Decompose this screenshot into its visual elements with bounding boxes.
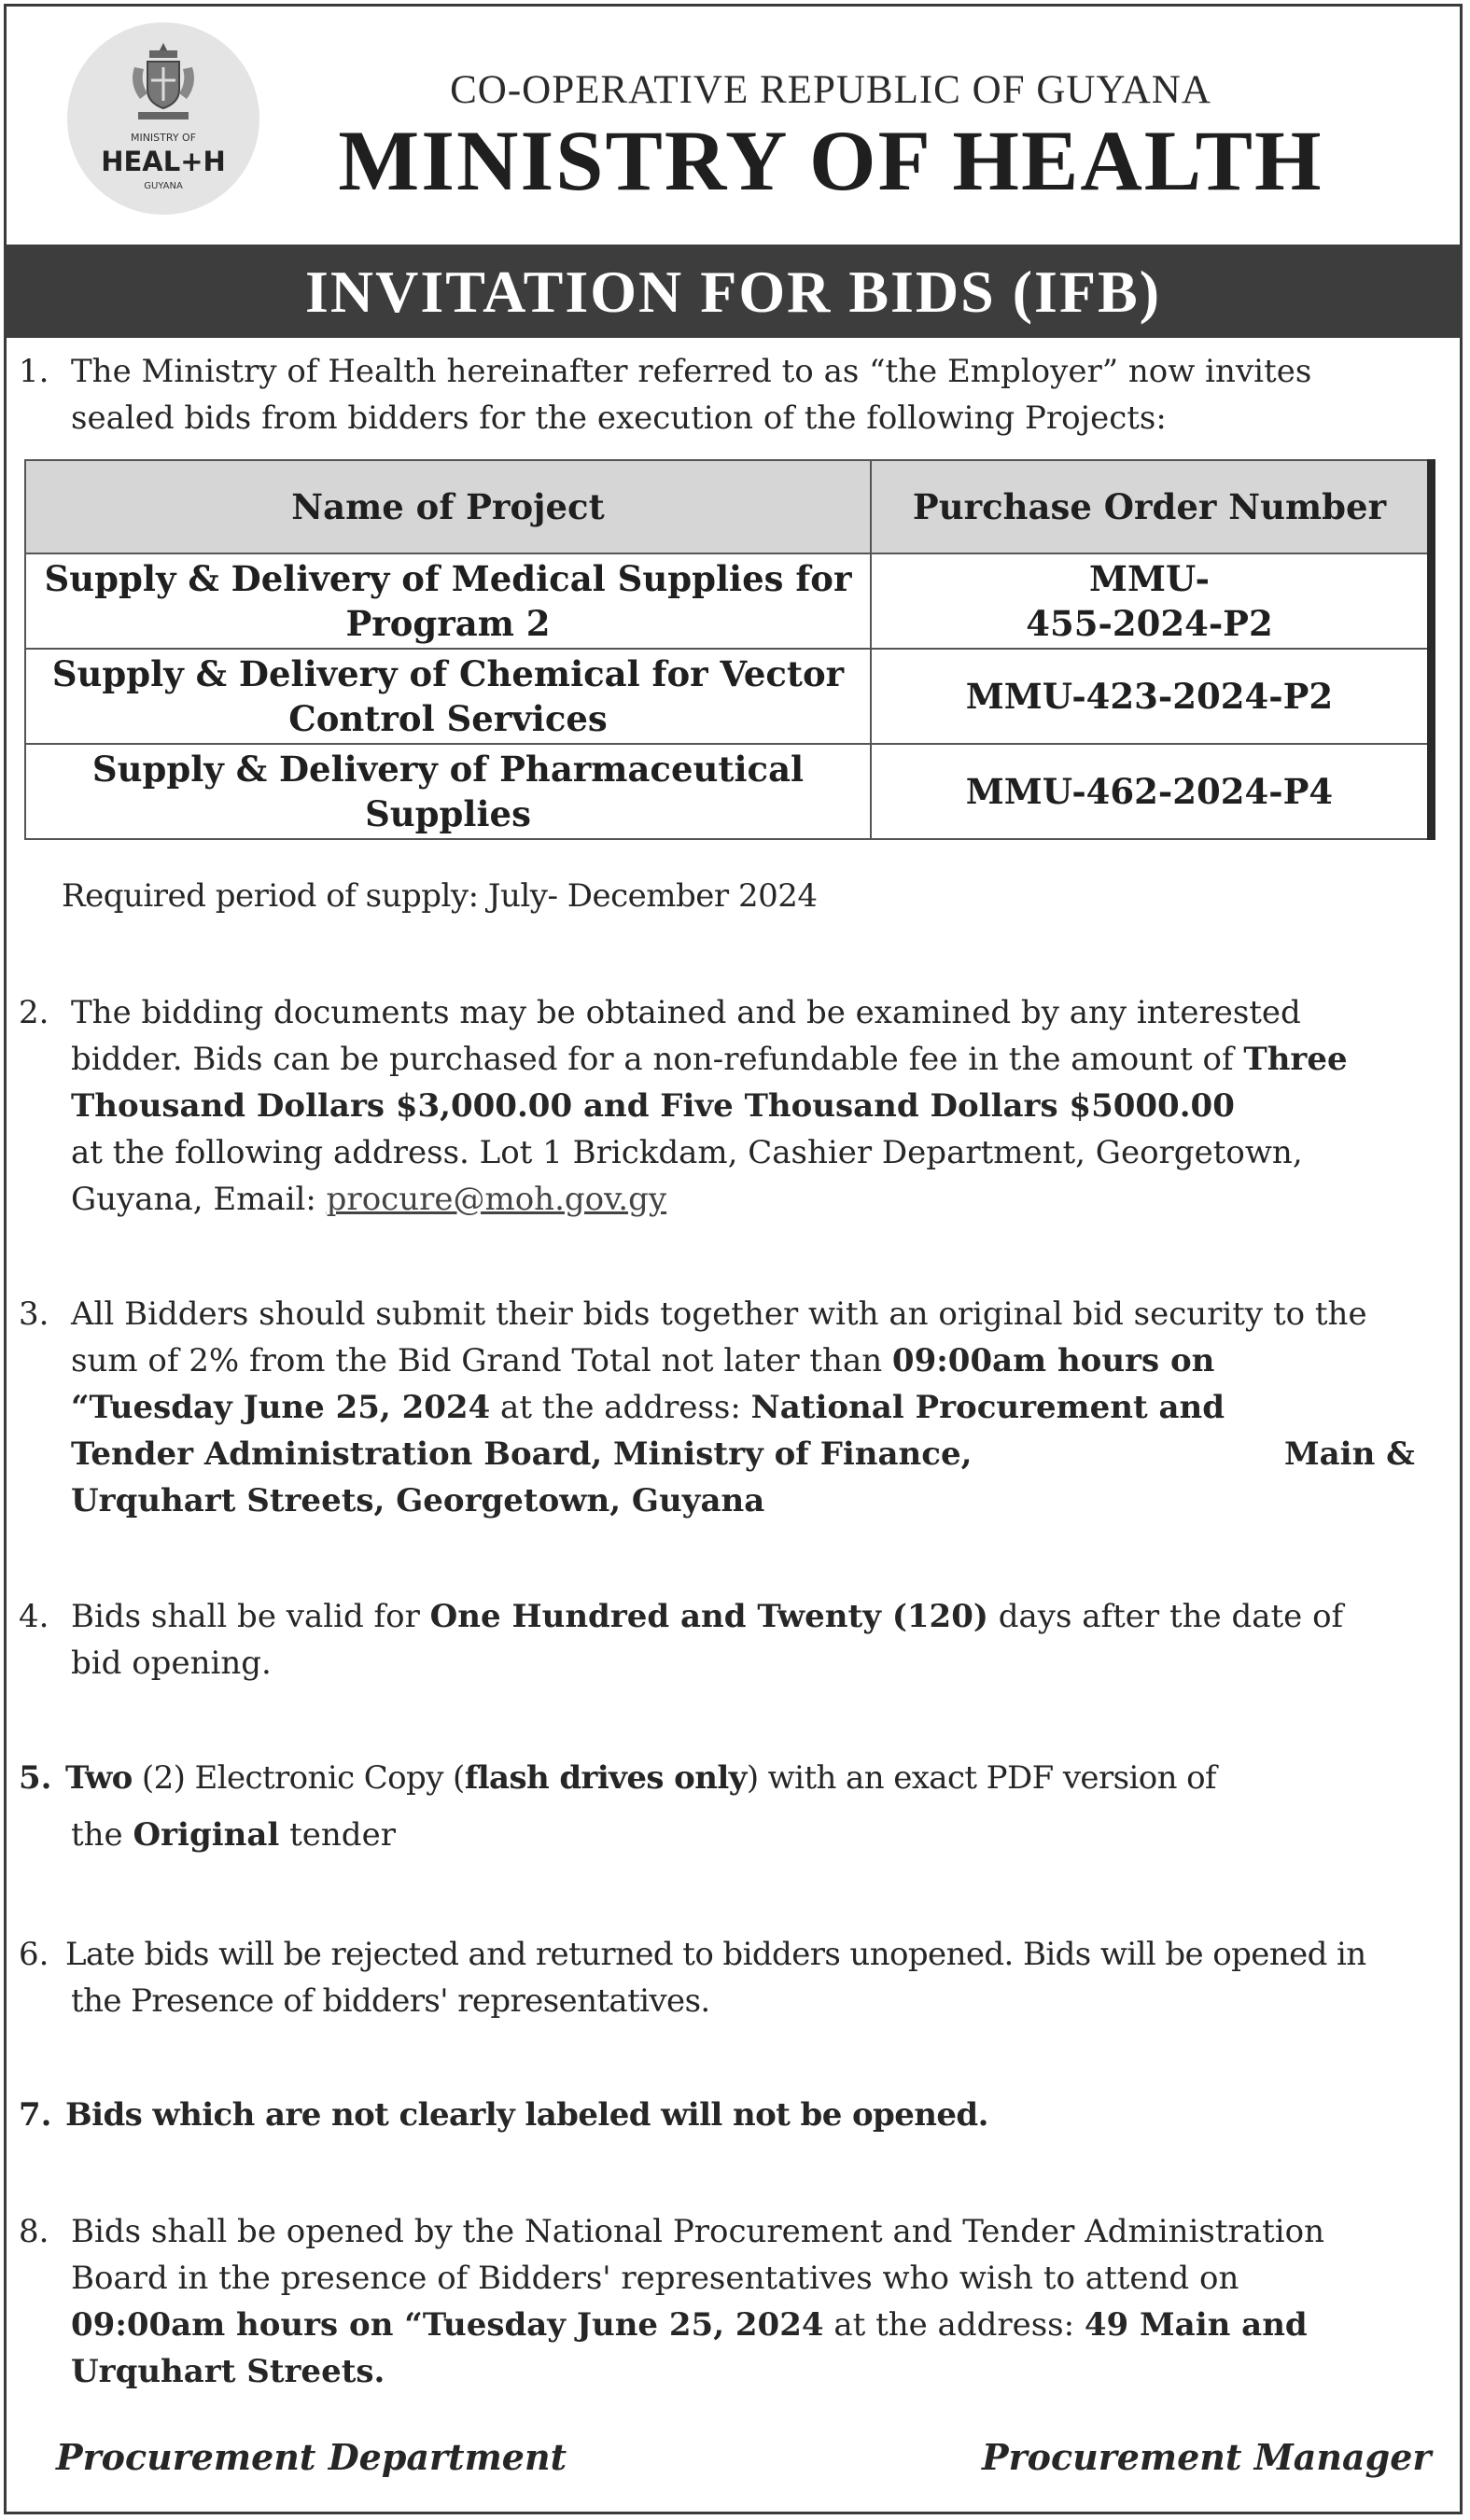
text-span: the	[71, 1816, 133, 1854]
bold-text: National Procurement and	[750, 1389, 1225, 1426]
text-span: Bids shall be valid for	[71, 1598, 430, 1635]
bold-text: Original	[133, 1816, 280, 1854]
item-3-line	[71, 1337, 1214, 1384]
item-2-line	[71, 1036, 1348, 1083]
po-number-cell	[871, 553, 1432, 649]
item-3-line: All Bidders should submit their bids together with an original bid security to the	[71, 1295, 1367, 1333]
project-name-cell	[25, 744, 871, 839]
coat-of-arms-icon	[121, 39, 205, 129]
bold-text: 09:00am hours on “Tuesday June 25, 2024	[71, 2306, 824, 2344]
bold-text: Two	[65, 1759, 133, 1797]
email-link[interactable]: procure@moh.gov.gy	[326, 1181, 667, 1218]
banner-title: INVITATION FOR BIDS (IFB)	[304, 259, 1162, 325]
project-name-line: Supply & Delivery of Chemical for Vector	[51, 653, 845, 694]
item-3-line: Urquhart Streets, Georgetown, Guyana	[71, 1482, 765, 1519]
item-6-number: 6.	[19, 1936, 49, 1973]
republic-heading: CO-OPERATIVE REPUBLIC OF GUYANA	[450, 68, 1211, 112]
signature-procurement-department: Procurement Department	[56, 2436, 567, 2478]
bold-text: flash drives only	[464, 1759, 747, 1797]
item-1-number: 1.	[19, 353, 49, 390]
item-2-line	[71, 1176, 666, 1223]
item-7-line: Bids which are not clearly labeled will not be opened.	[65, 2096, 988, 2134]
item-3-line: Tender Administration Board, Ministry of Finance,	[71, 1435, 973, 1473]
table-row	[25, 649, 1432, 744]
table-header-row	[25, 460, 1432, 553]
item-7-number: 7.	[19, 2096, 52, 2134]
item-6-line: the Presence of bidders' representatives.	[71, 1982, 710, 2020]
item-2-line: Thousand Dollars $3,000.00 and Five Thousand Dollars $5000.00	[71, 1087, 1235, 1125]
bold-text: “Tuesday June 25, 2024	[71, 1389, 491, 1426]
logo-text-main: HEAL+H	[101, 146, 226, 177]
item-4-line: bid opening.	[71, 1645, 272, 1682]
table-row	[25, 744, 1432, 839]
item-2-number: 2.	[19, 994, 49, 1031]
item-3-number: 3.	[19, 1295, 49, 1333]
item-8-line: Urquhart Streets.	[71, 2353, 385, 2390]
po-number-line: 455-2024-P2	[1026, 603, 1273, 644]
item-4-line	[71, 1593, 1343, 1640]
item-3-line: Main &	[1284, 1435, 1415, 1473]
item-6-line: Late bids will be rejected and returned to bidders unopened. Bids will be opened in	[65, 1936, 1366, 1973]
project-name-cell	[25, 649, 871, 744]
po-number-line: MMU-	[1089, 558, 1210, 599]
text-span: days after the date of	[987, 1598, 1344, 1635]
item-1-line: The Ministry of Health hereinafter referred to as “the Employer” now invites	[71, 353, 1312, 390]
ministry-heading: MINISTRY OF HEALTH	[338, 113, 1323, 208]
text-span: ) with an exact PDF version of	[746, 1759, 1216, 1797]
project-name-line: Program 2	[345, 603, 551, 644]
title-banner	[4, 245, 1463, 338]
ministry-logo	[67, 22, 259, 215]
project-name-line: Supplies	[365, 793, 531, 834]
signature-procurement-manager: Procurement Manager	[982, 2436, 1432, 2478]
table-row	[25, 553, 1432, 649]
supply-period: Required period of supply: July- December 2024	[62, 877, 818, 915]
project-name-line: Supply & Delivery of Pharmaceutical	[91, 749, 805, 790]
po-number-cell	[871, 649, 1432, 744]
item-4-number: 4.	[19, 1598, 49, 1635]
item-5-line	[71, 1812, 396, 1858]
project-name-line: Supply & Delivery of Medical Supplies for	[44, 558, 852, 599]
item-8-line	[71, 2302, 1308, 2348]
text-span: Guyana, Email:	[71, 1181, 327, 1218]
po-number-cell	[871, 744, 1432, 839]
item-5-number: 5.	[19, 1759, 52, 1797]
logo-text-bottom: GUYANA	[144, 181, 183, 191]
logo-text-top: MINISTRY OF	[130, 132, 197, 144]
text-span: (2) Electronic Copy (	[132, 1759, 465, 1797]
bold-text: Three	[1243, 1041, 1348, 1078]
projects-table	[24, 459, 1435, 840]
text-span: at the address:	[490, 1389, 751, 1426]
text-span: sum of 2% from the Bid Grand Total not later than	[71, 1342, 892, 1379]
item-5-line	[65, 1755, 1216, 1801]
column-header-po-number: Purchase Order Number	[871, 460, 1432, 553]
item-2-line: at the following address. Lot 1 Brickdam, Cashier Department, Georgetown,	[71, 1134, 1303, 1171]
text-span: bidder. Bids can be purchased for a non-refundable fee in the amount of	[71, 1041, 1244, 1078]
item-1-line: sealed bids from bidders for the execution of the following Projects:	[71, 399, 1167, 437]
column-header-project: Name of Project	[25, 460, 871, 553]
item-2-line: The bidding documents may be obtained and be examined by any interested	[71, 994, 1301, 1031]
project-name-line: Control Services	[288, 698, 608, 739]
item-8-line: Board in the presence of Bidders' representatives who wish to attend on	[71, 2260, 1239, 2297]
bold-text: 49 Main and	[1084, 2306, 1308, 2344]
item-8-line: Bids shall be opened by the National Procurement and Tender Administration	[71, 2213, 1324, 2250]
bold-text: 09:00am hours on	[891, 1342, 1215, 1379]
po-number-line: MMU-462-2024-P4	[965, 771, 1334, 812]
text-span: at the address:	[823, 2306, 1085, 2344]
bold-text: One Hundred and Twenty (120)	[429, 1598, 988, 1635]
project-name-cell	[25, 553, 871, 649]
text-span: tender	[279, 1816, 396, 1854]
item-3-line	[71, 1384, 1225, 1431]
po-number-line: MMU-423-2024-P2	[965, 676, 1334, 717]
item-8-number: 8.	[19, 2213, 49, 2250]
